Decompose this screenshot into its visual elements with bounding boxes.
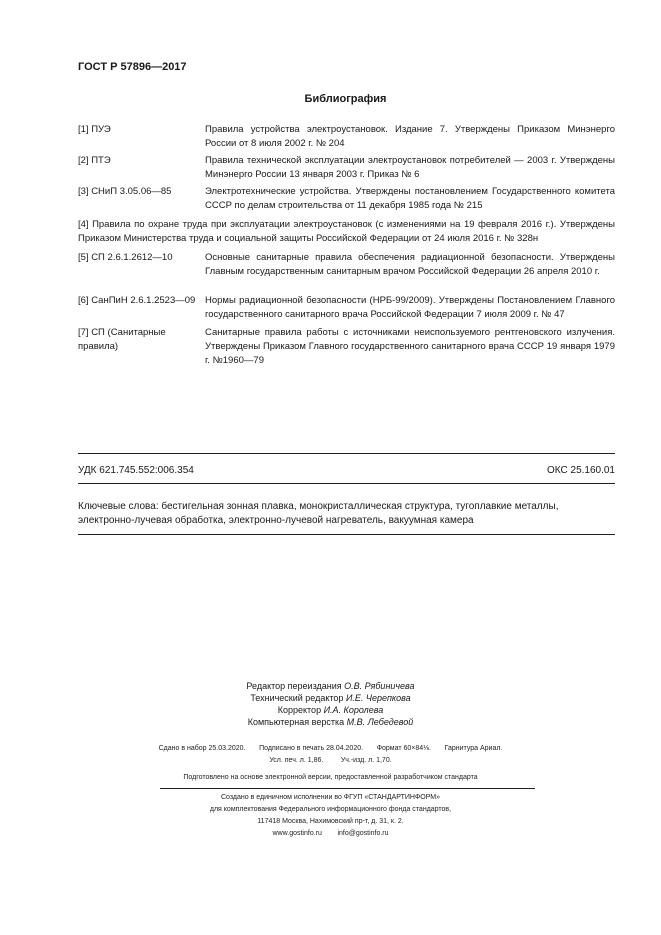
- entry-reference: [5] СП 2.6.1.2612—10: [78, 252, 173, 263]
- document-code: ГОСТ Р 57896—2017: [78, 61, 187, 73]
- imprint-line: [0, 757, 661, 764]
- bibliography-entry: [78, 185, 615, 213]
- bibliography-entry: [78, 123, 615, 151]
- divider: [78, 534, 615, 535]
- imprint-format: Формат 60×84⅛.: [376, 745, 431, 752]
- credit-name: М.В. Лебедевой: [346, 717, 414, 727]
- entry-text: Нормы радиационной безопасности (НРБ-99/2009). Утверждены Постановлением Главного государственного санитарного врача Российской Федерации 7 июля 2009 г. № 47: [205, 295, 615, 320]
- entry-reference: [2] ПТЭ: [78, 155, 111, 166]
- entry-text: Электротехнические устройства. Утверждены постановлением Государственного комитета СССР по делам строительства от 11 декабря 1985 года № 215: [205, 186, 615, 211]
- credit-line: [0, 705, 661, 715]
- imprint-prepared: Подготовлено на основе электронной версии, предоставленной разработчиком стандарта: [183, 774, 478, 781]
- imprint-typeface: Гарнитура Ариал.: [444, 745, 503, 752]
- imprint-line: [0, 745, 661, 752]
- credit-role: Технический редактор: [250, 693, 344, 703]
- divider: [160, 788, 535, 789]
- oks-code: ОКС 25.160.01: [547, 465, 615, 476]
- imprint-print-sheets: Усл. печ. л. 1,86.: [269, 757, 324, 764]
- imprint-print-date: Подписано в печать 28.04.2020.: [259, 745, 364, 752]
- website-link[interactable]: www.gostinfo.ru: [272, 830, 322, 837]
- publisher-line: для комплектования Федерального информационного фонда стандартов,: [209, 806, 452, 813]
- divider: [78, 453, 615, 454]
- entry-reference: [6] СанПиН 2.6.1.2523—09: [78, 295, 196, 306]
- entry-text: Основные санитарные правила обеспечения радиационной безопасности. Утверждены Главным государственным санитарным врачом Российской Федерации 26 апреля 2010 г.: [205, 252, 615, 277]
- entry-reference: [3] СНиП 3.05.06—85: [78, 186, 172, 197]
- publisher-line: Создано в единичном исполнении во ФГУП «СТАНДАРТИНФОРМ»: [220, 794, 441, 801]
- credit-name: О.В. Рябиничева: [344, 681, 415, 691]
- entry-text: Правила технической эксплуатации электроустановок потребителей — 2003 г. Утверждены Минэнерго России 13 января 2003 г. Приказ № 6: [205, 155, 615, 180]
- credit-line: [0, 717, 661, 727]
- divider: [78, 483, 615, 484]
- bibliography-entry: [78, 294, 615, 322]
- imprint-typeset-date: Сдано в набор 25.03.2020.: [158, 745, 246, 752]
- credit-line: [0, 681, 661, 691]
- entry-text: Правила устройства электроустановок. Издание 7. Утверждены Приказом Минэнерго России от 8 июля 2002 г. № 204: [205, 124, 615, 149]
- bibliography-entry: [78, 251, 615, 279]
- udk-code: УДК 621.745.552:006.354: [78, 465, 194, 476]
- entry-text: [4] Правила по охране труда при эксплуатации электроустановок (с изменениями на 19 февраля 2016 г.). Утверждены Приказом Министерства труда и социальной защиты Российской Федерации от 24 июля 2016 г. № 328н: [78, 219, 615, 244]
- entry-reference: [7] СП (Санитарные правила): [78, 327, 166, 352]
- imprint-pub-sheets: Уч.-изд. л. 1,70.: [340, 757, 392, 764]
- credit-name: И.Е. Черепкова: [345, 693, 411, 703]
- credit-role: Редактор переиздания: [246, 681, 342, 691]
- keywords: Ключевые слова: бестигельная зонная плавка, монокристаллическая структура, тугоплавкие металлы, электронно-лучевая обработка, электронно-лучевой нагреватель, вакуумная камера: [78, 501, 559, 526]
- bibliography-entry: [78, 218, 615, 246]
- credit-line: [0, 693, 661, 703]
- bibliography-entry: [78, 154, 615, 182]
- credit-name: И.А. Королева: [323, 705, 384, 715]
- publisher-contacts: [0, 830, 661, 837]
- credit-role: Корректор: [277, 705, 322, 715]
- bibliography-entry: [78, 326, 615, 368]
- entry-text: Санитарные правила работы с источниками неиспользуемого рентгеновского излучения. Утверждены Приказом Главного государственного санитарного врача СССР 19 января 1979 г. №1960—79: [205, 327, 615, 366]
- email-link[interactable]: info@gostinfo.ru: [337, 830, 389, 837]
- credit-role: Компьютерная верстка: [247, 717, 345, 727]
- bibliography-title: Библиография: [304, 93, 387, 105]
- publisher-line: 117418 Москва, Нахимовский пр-т, д. 31, к. 2.: [257, 818, 404, 825]
- entry-reference: [1] ПУЭ: [78, 124, 111, 135]
